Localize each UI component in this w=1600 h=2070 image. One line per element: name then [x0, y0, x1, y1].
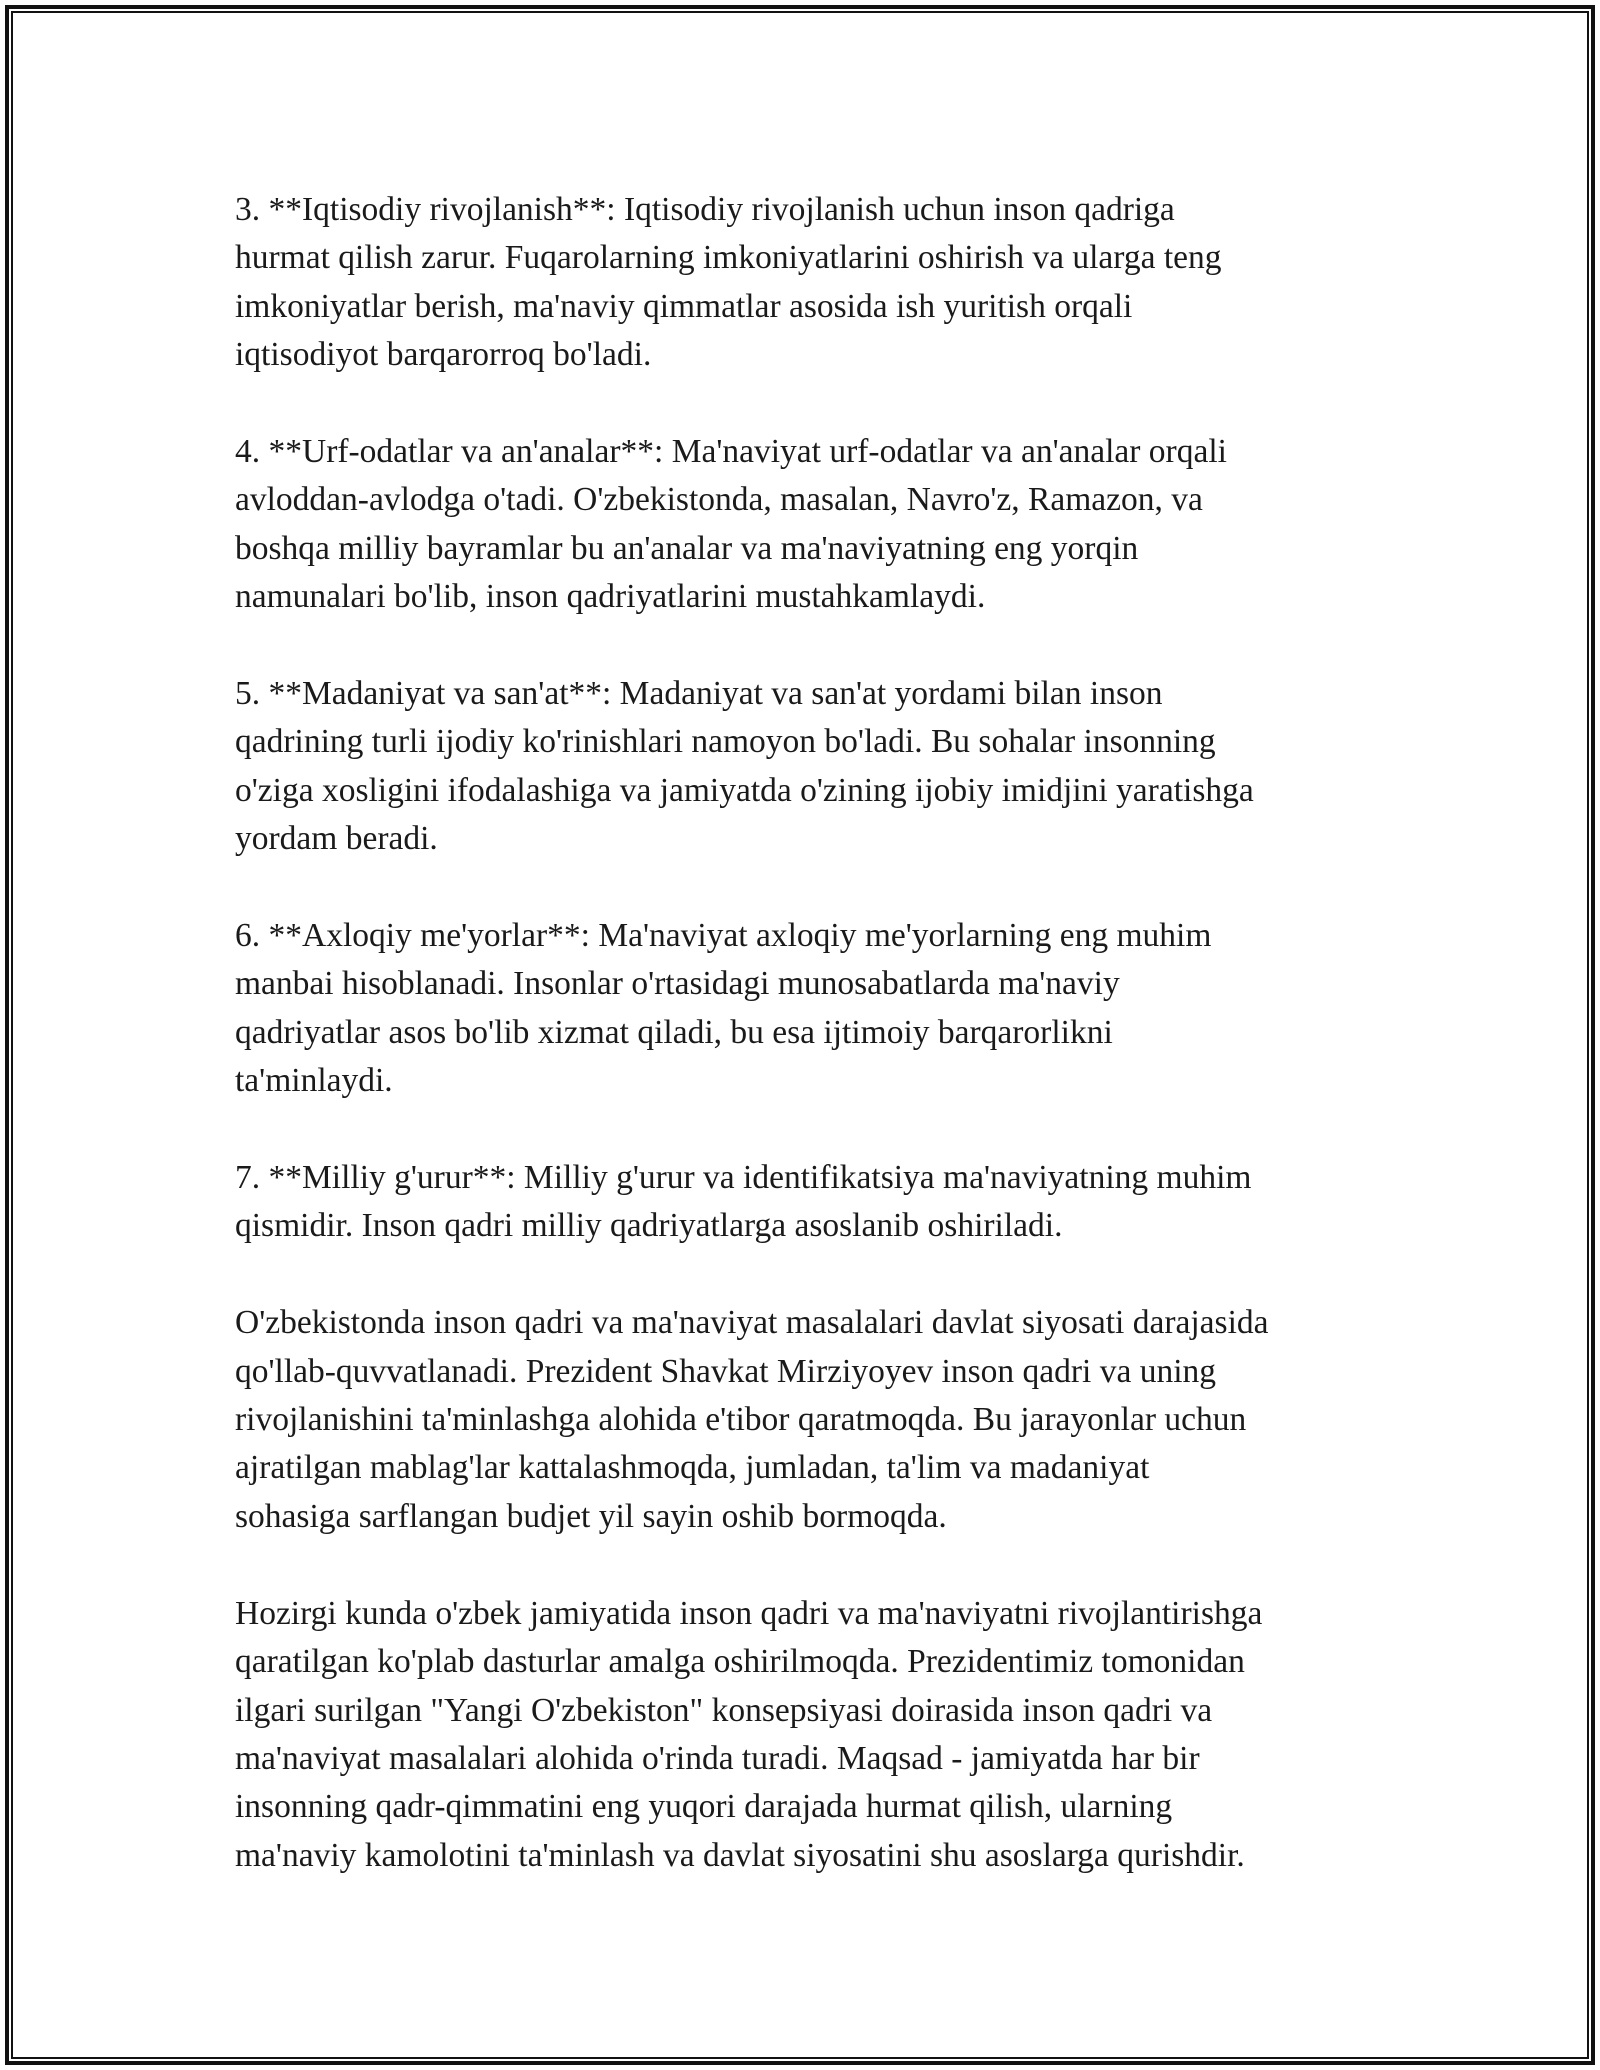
paragraph-culture-art: 5. **Madaniyat va san'at**: Madaniyat va san'at yordami bilan inson qadrining turli ijodiy ko'rinishlari namoyon bo'ladi. Bu sohalar insonning o'ziga xosligini ifodalashiga va jamiyatda o'zining ijobiy imidjini yaratishga yordam beradi. — [235, 675, 1254, 858]
paragraph-state-policy: O'zbekistonda inson qadri va ma'naviyat masalalari davlat siyosati darajasida qo'llab-quvvatlanadi. Prezident Shavkat Mirziyoyev inson qadri va uning rivojlanishini ta'minlashga alohida e'tibor qaratmoqda. Bu jarayonlar uchun ajratilgan mablag'lar kattalashmoqda, jumladan, ta'lim va madaniyat sohasiga sarflangan budjet yil sayin oshib bormoqda. — [235, 1304, 1269, 1535]
paragraph-economic-development: 3. **Iqtisodiy rivojlanish**: Iqtisodiy rivojlanish uchun inson qadriga hurmat qilish zarur. Fuqarolarning imkoniyatlarini oshirish va ularga teng imkoniyatlar berish, ma'naviy qimmatlar asosida ish yuritish orqali iqtisodiyot barqarorroq bo'ladi. — [235, 191, 1222, 374]
paragraph-moral-norms: 6. **Axloqiy me'yorlar**: Ma'naviyat axloqiy me'yorlarning eng muhim manbai hisoblanadi. Insonlar o'rtasidagi munosabatlarda ma'naviy qadriyatlar asos bo'lib xizmat qiladi, bu esa ijtimoiy barqarorlikni ta'minlaydi. — [235, 917, 1212, 1100]
document-body — [235, 186, 1375, 1880]
paragraph-national-pride: 7. **Milliy g'urur**: Milliy g'urur va identifikatsiya ma'naviyatning muhim qismidir. Inson qadri milliy qadriyatlarga asoslanib oshiriladi. — [235, 1159, 1252, 1245]
paragraph-customs-traditions: 4. **Urf-odatlar va an'analar**: Ma'naviyat urf-odatlar va an'analar orqali avloddan-avlodga o'tadi. O'zbekistonda, masalan, Navro'z, Ramazon, va boshqa milliy bayramlar bu an'analar va ma'naviyatning eng yorqin namunalari bo'lib, inson qadriyatlarini mustahkamlaydi. — [235, 433, 1227, 616]
paragraph-new-uzbekistan: Hozirgi kunda o'zbek jamiyatida inson qadri va ma'naviyatni rivojlantirishga qaratilgan ko'plab dasturlar amalga oshirilmoqda. Prezidentimiz tomonidan ilgari surilgan "Yangi O'zbekiston" konsepsiyasi doirasida inson qadri va ma'naviyat masalalari alohida o'rinda turadi. Maqsad - jamiyatda har bir insonning qadr-qimmatini eng yuqori darajada hurmat qilish, ularning ma'naviy kamolotini ta'minlash va davlat siyosatini shu asoslarga qurishdir. — [235, 1594, 1263, 1874]
